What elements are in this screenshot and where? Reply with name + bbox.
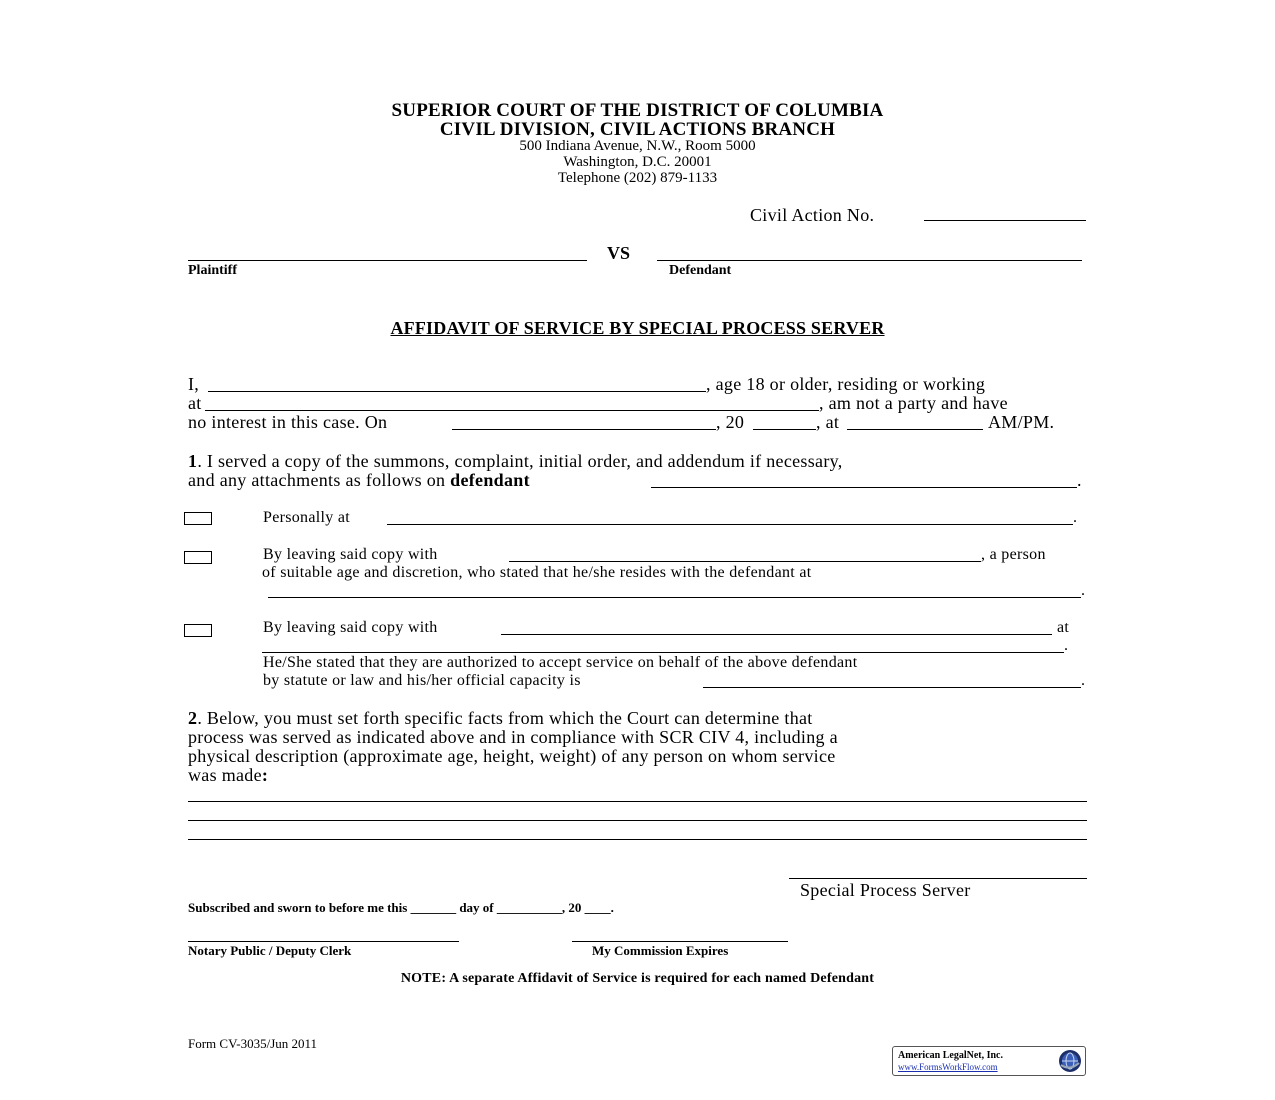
- leaving-authorized-line3: He/She stated that they are authorized to accept service on behalf of the above defendant: [263, 654, 858, 671]
- section2-line2: process was served as indicated above and in compliance with SCR CIV 4, including a: [188, 727, 838, 747]
- leaving-authorized-end: .: [1064, 637, 1069, 654]
- leaving-person-checkbox[interactable]: [184, 551, 212, 564]
- leaving-authorized-address-field[interactable]: [262, 652, 1064, 653]
- commission-expires-field[interactable]: [572, 941, 788, 942]
- section1-line2: [188, 470, 530, 491]
- service-year-field[interactable]: [753, 429, 816, 430]
- division-name: CIVIL DIVISION, CIVIL ACTIONS BRANCH: [439, 119, 836, 140]
- badge-url-link[interactable]: www.FormsWorkFlow.com: [898, 1062, 998, 1072]
- facts-line-1[interactable]: [188, 801, 1087, 802]
- leaving-authorized-suffix: at: [1057, 619, 1070, 636]
- badge-company-name: American LegalNet, Inc.: [898, 1050, 1003, 1061]
- personally-label: Personally at: [263, 509, 350, 526]
- defendant-label: Defendant: [669, 263, 732, 278]
- facts-line-3[interactable]: [188, 839, 1087, 840]
- notary-signature-field[interactable]: [188, 941, 459, 942]
- server-address-field[interactable]: [205, 410, 819, 411]
- court-address-line2: Washington, D.C. 20001: [563, 154, 712, 170]
- civil-action-number-field[interactable]: [924, 220, 1086, 221]
- section2-line4-colon: :: [261, 765, 269, 785]
- personally-end: .: [1073, 509, 1078, 526]
- defendant-name-field[interactable]: [651, 487, 1077, 488]
- service-time-field[interactable]: [847, 429, 983, 430]
- section1-defendant-bold: defendant: [450, 470, 530, 490]
- leaving-person-line2: of suitable age and discretion, who stated that he/she resides with the defendant at: [262, 564, 812, 581]
- personally-address-field[interactable]: [387, 524, 1073, 525]
- leaving-person-end: .: [1081, 582, 1086, 599]
- facts-line-2[interactable]: [188, 820, 1087, 821]
- leaving-person-label: By leaving said copy with: [263, 546, 438, 563]
- vs-label: VS: [607, 243, 631, 263]
- leaving-person-address-field[interactable]: [268, 597, 1081, 598]
- section2-line1-text: . Below, you must set forth specific facts from which the Court can determine that: [197, 708, 813, 728]
- civil-action-label: Civil Action No.: [750, 205, 875, 225]
- commission-label: My Commission Expires: [592, 943, 729, 958]
- leaving-authorized-name-field[interactable]: [501, 634, 1052, 635]
- section1-end-period: .: [1077, 470, 1082, 490]
- plaintiff-label: Plaintiff: [188, 263, 237, 278]
- section2-line3: physical description (approximate age, height, weight) of any person on whom service: [188, 746, 836, 766]
- intro-not-party-text: , am not a party and have: [819, 393, 1008, 413]
- legalnet-badge[interactable]: [892, 1046, 1086, 1076]
- section1-line1-text: . I served a copy of the summons, complaint, initial order, and addendum if necessary,: [197, 451, 843, 471]
- server-name-field[interactable]: [208, 391, 706, 392]
- intro-year-text: , 20: [716, 412, 745, 432]
- sworn-statement: Subscribed and sworn to before me this _______ day of __________, 20 ____.: [188, 900, 614, 915]
- intro-age-text: , age 18 or older, residing or working: [706, 374, 986, 394]
- official-capacity-field[interactable]: [703, 687, 1081, 688]
- leaving-authorized-label: By leaving said copy with: [263, 619, 438, 636]
- form-title: AFFIDAVIT OF SERVICE BY SPECIAL PROCESS SERVER: [390, 318, 885, 338]
- notary-label: Notary Public / Deputy Clerk: [188, 943, 352, 958]
- globe-logo-icon: [1058, 1049, 1082, 1073]
- leaving-person-suffix: , a person: [981, 546, 1046, 563]
- section1-line1: [188, 451, 843, 472]
- court-name: SUPERIOR COURT OF THE DISTRICT OF COLUMBIA: [391, 100, 884, 121]
- intro-at-time-text: , at: [816, 412, 840, 432]
- defendant-field[interactable]: [657, 260, 1082, 261]
- section2-line4-text: was made: [188, 765, 262, 785]
- service-date-field[interactable]: [452, 429, 716, 430]
- section1-number: 1: [188, 451, 198, 471]
- section2-number: 2: [188, 708, 198, 728]
- personally-checkbox[interactable]: [184, 512, 212, 525]
- server-signature-label: Special Process Server: [800, 880, 971, 900]
- leaving-authorized-line4: by statute or law and his/her official capacity is: [263, 672, 581, 689]
- court-telephone: Telephone (202) 879-1133: [557, 170, 718, 186]
- separate-affidavit-note: NOTE: A separate Affidavit of Service is required for each named Defendant: [400, 971, 875, 986]
- section2-line1: [188, 708, 813, 729]
- court-address-line1: 500 Indiana Avenue, N.W., Room 5000: [519, 138, 756, 154]
- section2-line4: [188, 765, 268, 786]
- section1-line2-prefix: and any attachments as follows on: [188, 470, 446, 490]
- leaving-authorized-checkbox[interactable]: [184, 624, 212, 637]
- intro-i-label: I,: [188, 374, 200, 394]
- server-signature-field[interactable]: [789, 878, 1087, 879]
- leaving-person-name-field[interactable]: [509, 561, 981, 562]
- intro-at-label: at: [188, 393, 202, 413]
- form-id: Form CV-3035/Jun 2011: [188, 1036, 318, 1051]
- plaintiff-field[interactable]: [188, 260, 587, 261]
- intro-ampm: AM/PM.: [988, 412, 1055, 432]
- leaving-authorized-line4-end: .: [1081, 672, 1086, 689]
- intro-no-interest-text: no interest in this case. On: [188, 412, 388, 432]
